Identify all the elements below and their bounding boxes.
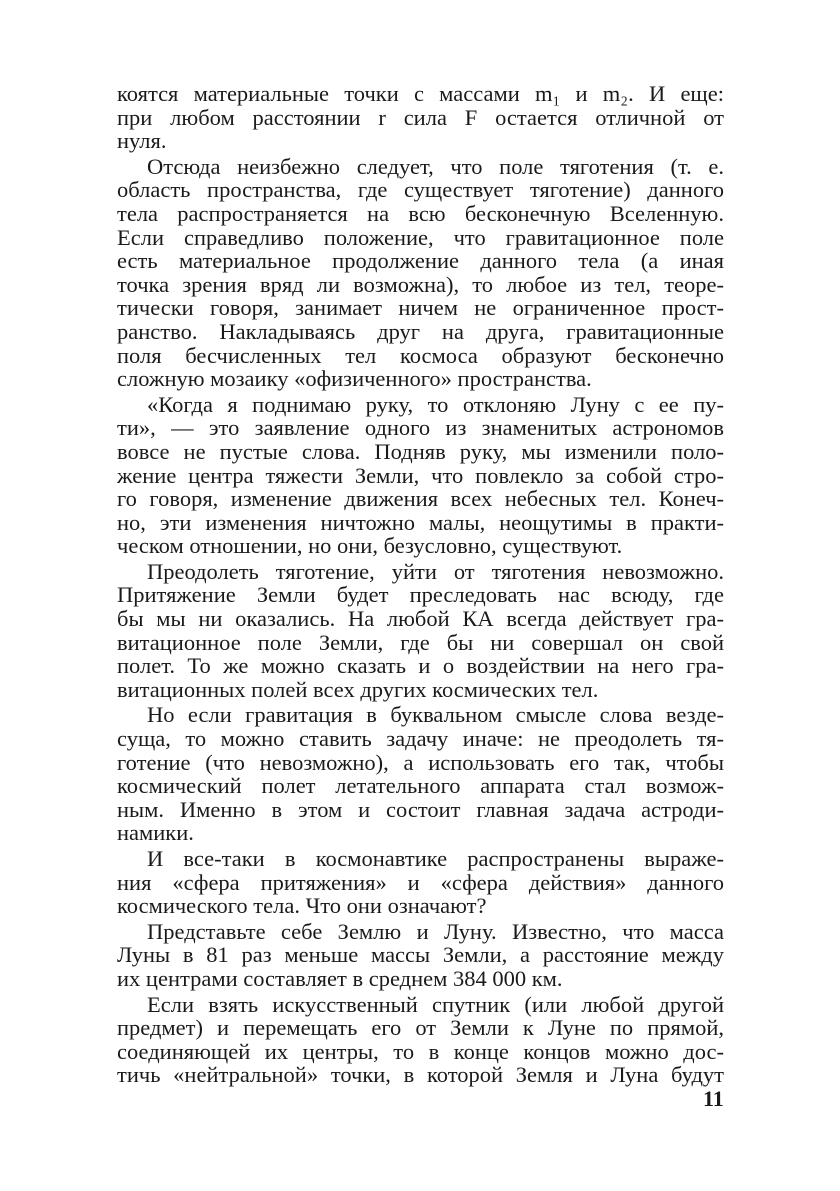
text-line: космического тела. Что они означают? [117, 893, 487, 919]
paragraph-6 [117, 847, 724, 918]
text-line: нуля. [117, 128, 167, 154]
page-number: 11 [703, 1086, 724, 1111]
text-line: вовсе не пустые слова. Подняв руку, мы изменили поло- [117, 438, 724, 464]
paragraph-3 [117, 393, 724, 558]
text-line: «Когда я поднимаю руку, то отклоняю Луну с ее пу- [147, 391, 724, 417]
text-line: Если справедливо положение, что гравитационное поле [117, 224, 724, 250]
paragraph-7 [117, 920, 724, 991]
text-line: ти», — это заявление одного из знаменитых астрономов [117, 415, 724, 441]
paragraph-5 [117, 703, 724, 845]
text-line: Преодолеть тяготение, уйти от тяготения невозможно. [147, 558, 724, 584]
text-line: ным. Именно в этом и состоит главная задача астроди- [117, 796, 724, 822]
text-line: ния «сфера притяжения» и «сфера действия» данного [117, 869, 724, 895]
paragraph-1 [117, 82, 724, 153]
text-line: суща, то можно ставить задачу иначе: не преодолеть тя- [117, 726, 724, 752]
text-line: витационных полей всех других космических тел. [117, 676, 599, 702]
text-line: ранство. Накладываясь друг на друга, гравитационные [117, 318, 724, 344]
text-line: Притяжение Земли будет преследовать нас всюду, где [117, 582, 724, 608]
text-line: предмет) и перемещать его от Земли к Луне по прямой, [117, 1015, 724, 1041]
text-line: Если взять искусственный спутник (или любой другой [147, 991, 724, 1017]
text-line: витационное поле Земли, где бы ни совершал он свой [117, 629, 724, 655]
text-line: сложную мозаику «офизиченного» пространства. [117, 366, 592, 392]
paragraph-4 [117, 560, 724, 702]
page-body [117, 82, 724, 1089]
text-line: тела распространяется на всю бесконечную Вселенную. [117, 200, 724, 226]
text-line: область пространства, где существует тяготение) данного [117, 177, 724, 203]
text-line: есть материальное продолжение данного тела (а иная [117, 248, 724, 274]
text-line: полет. То же можно сказать и о воздействии на него гра- [117, 653, 724, 679]
text-line: намики. [117, 820, 194, 846]
text-line: тически говоря, занимает ничем не ограниченное прост- [117, 295, 724, 321]
paragraph-8 [117, 993, 724, 1087]
text-line: Луны в 81 раз меньше массы Земли, а расстояние между [117, 942, 724, 968]
text-line: точка зрения вряд ли возможна), то любое из тел, теоре- [117, 271, 724, 297]
paragraph-2 [117, 155, 724, 391]
text-line: Представьте себе Землю и Луну. Известно, что масса [147, 918, 724, 944]
text-line: тичь «нейтральной» точки, в которой Земля и Луна будут [117, 1062, 724, 1088]
text-line: жение центра тяжести Земли, что повлекло за собой стро- [117, 462, 724, 488]
text-line: Но если гравитация в буквальном смысле слова везде- [147, 702, 724, 728]
text-line: но, эти изменения ничтожно малы, неощутимы в практи- [117, 509, 724, 535]
text-line: космический полет летательного аппарата стал возмож- [117, 773, 724, 799]
text-line: коятся материальные точки с массами m₁ и m₂. И еще: [117, 81, 724, 106]
text-line: бы мы ни оказались. На любой КА всегда действует гра- [117, 606, 724, 632]
text-line: их центрами составляет в среднем 384 000 км. [117, 965, 563, 991]
text-line: при любом расстоянии r сила F остается отличной от [117, 104, 724, 130]
text-line: поля бесчисленных тел космоса образуют бесконечно [117, 342, 724, 368]
text-line: Отсюда неизбежно следует, что поле тяготения (т. е. [147, 153, 724, 179]
text-line: ческом отношении, но они, безусловно, существуют. [117, 533, 623, 559]
text-line: соединяющей их центры, то в конце концов можно дос- [117, 1038, 724, 1064]
text-line: готение (что невозможно), а использовать его так, чтобы [117, 749, 724, 775]
text-line: И все-таки в космонавтике распространены выраже- [147, 846, 724, 871]
text-line: го говоря, изменение движения всех небесных тел. Конеч- [117, 486, 724, 512]
